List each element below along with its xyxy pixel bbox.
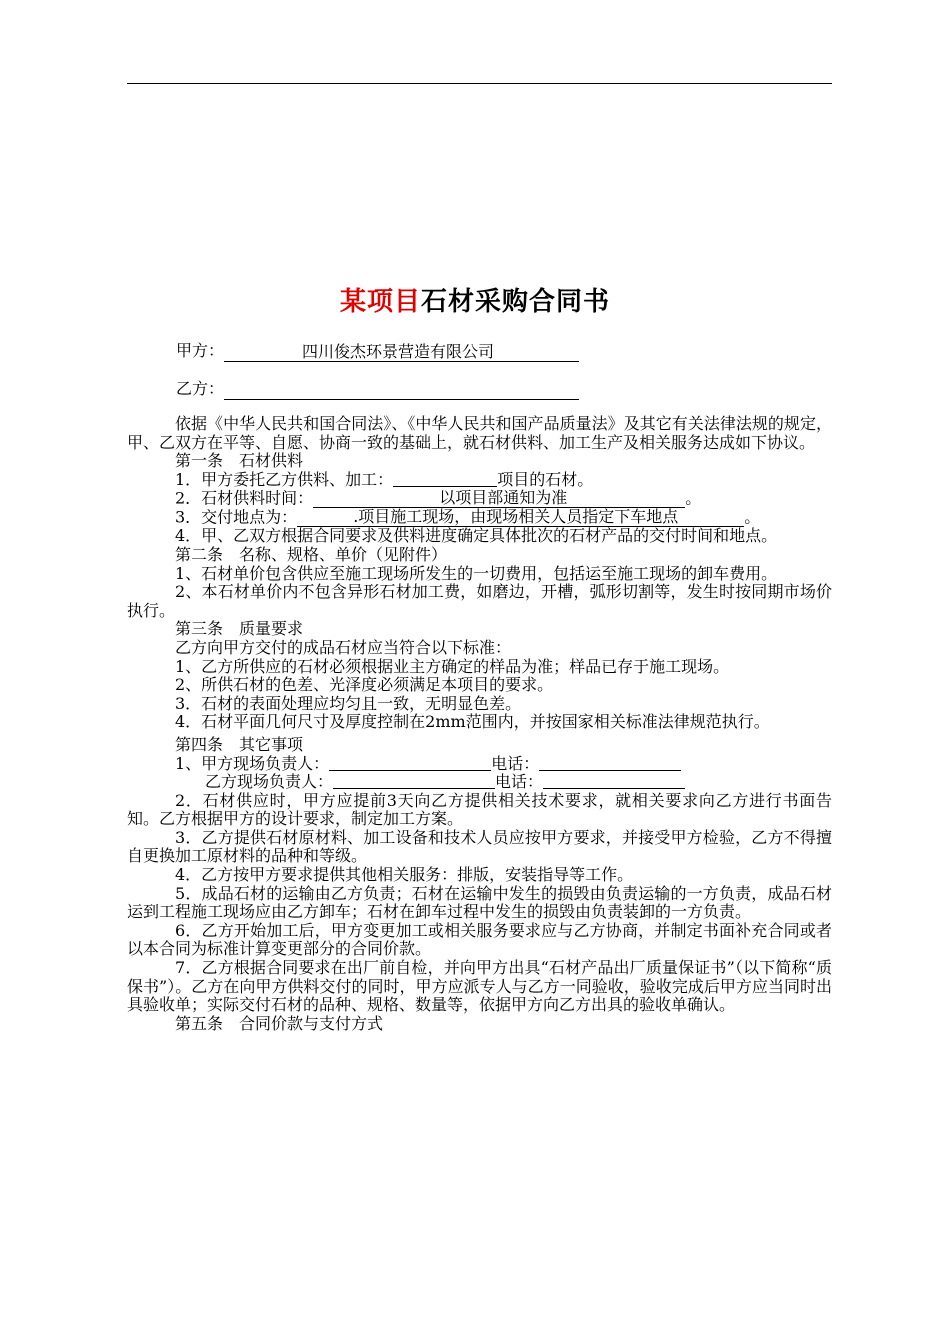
article-4-party-b-contact: 乙方现场负责人： 电话：: [127, 773, 832, 792]
article-3-lead: 乙方向甲方交付的成品石材应当符合以下标准：: [175, 637, 512, 657]
article-4-item-6: 6．乙方开始加工后，甲方变更加工或相关服务要求应与乙方协商，并制定书面补充合同或者以本合同为标准计算变更部分的合同价款。: [127, 920, 832, 959]
contract-body: [127, 415, 832, 1033]
party-b-phone-field[interactable]: [543, 773, 685, 789]
title-text: 石材采购合同书: [421, 287, 611, 317]
article-4-item-2: 2．石材供应时，甲方应提前3天向乙方提供相关技术要求，就相关要求向乙方进行书面告知。乙方根据甲方的设计要求，制定加工方案。: [127, 790, 832, 829]
party-b-field[interactable]: [224, 381, 579, 400]
article-1-item-3: 3．交付地点为： .项目施工现场，由现场相关人员指定下车地点 。: [175, 507, 761, 527]
supply-time-field[interactable]: 以项目部通知为准: [313, 489, 685, 508]
article-4-item-7: 7．乙方根据合同要求在出厂前自检，并向甲方出具“石材产品出厂质量保证书”（以下简称“质保书”）。乙方在向甲方供料交付的同时，甲方应派专人与乙方一同验收，验收完成后甲方应当同时出具验收单；实际交付石材的品种、规格、数量等，依据甲方向乙方出具的验收单确认。: [127, 958, 832, 1015]
article-5-heading: 第五条 合同价款与支付方式: [175, 1013, 384, 1033]
party-a-value: 四川俊杰环景营造有限公司: [302, 342, 495, 361]
party-b-manager-field[interactable]: [333, 773, 495, 789]
party-a-phone-field[interactable]: [539, 755, 681, 771]
document-title: [0, 281, 950, 318]
delivery-place-field[interactable]: .项目施工现场，由现场相关人员指定下车地点: [297, 508, 744, 527]
party-a-label: 甲方：: [176, 341, 225, 360]
party-a-manager-field[interactable]: [329, 755, 491, 771]
project-name-field[interactable]: [393, 471, 497, 487]
article-2-heading: 第二条 名称、规格、单价（见附件）: [175, 544, 448, 564]
title-project-name: 某项目: [339, 287, 421, 317]
article-3-heading: 第三条 质量要求: [175, 619, 304, 639]
article-4-party-a-contact: 1、甲方现场负责人： 电话：: [127, 755, 832, 774]
article-4-item-5: 5．成品石材的运输由乙方负责；石材在运输中发生的损毁由负责运输的一方负责，成品石材运到工程施工现场应由乙方卸车；石材在卸车过程中发生的损毁由负责装卸的一方负责。: [127, 883, 832, 922]
article-3-item-3: 3．石材的表面处理应均匀且一致，无明显色差。: [175, 693, 522, 713]
article-4-heading: 第四条 其它事项: [175, 734, 304, 754]
intro-paragraph: 依据《中华人民共和国合同法》、《中华人民共和国产品质量法》及其它有关法律法规的规定，甲、乙双方在平等、自愿、协商一致的基础上，就石材供料、加工生产及相关服务达成如下协议。: [127, 414, 832, 452]
article-2-item-1: 1、石材单价包含供应至施工现场所发生的一切费用，包括运至施工现场的卸车费用。: [175, 563, 778, 583]
article-1-item-2: 2．石材供料时间： 以项目部通知为准 。: [175, 488, 702, 508]
party-a-line: [176, 340, 579, 362]
article-1-item-1: 1．甲方委托乙方供料、加工： 项目的石材。: [175, 469, 594, 489]
article-2-item-2: 2、本石材单价内不包含异形石材加工费，如磨边，开槽，弧形切割等，发生时按同期市场价执行。: [127, 582, 832, 620]
article-3-item-1: 1、乙方所供应的石材必须根据业主方确定的样品为准；样品已存于施工现场。: [175, 656, 730, 676]
article-4-item-3: 3．乙方提供石材原材料、加工设备和技术人员应按甲方要求，并接受甲方检验，乙方不得擅自更换加工原材料的品种和等级。: [127, 827, 832, 866]
article-3-item-4: 4．石材平面几何尺寸及厚度控制在2mm范围内，并按国家相关标准法律规范执行。: [175, 712, 770, 732]
article-4-item-4: 4．乙方按甲方要求提供其他相关服务：排版，安装指导等工作。: [175, 865, 634, 885]
party-b-line: [176, 378, 579, 400]
article-1-heading: 第一条 石材供料: [175, 451, 304, 471]
party-b-label: 乙方：: [176, 379, 225, 398]
article-3-item-2: 2、所供石材的色差、光泽度必须满足本项目的要求。: [175, 675, 554, 695]
article-1-item-4: 4．甲、乙双方根据合同要求及供料进度确定具体批次的石材产品的交付时间和地点。: [175, 526, 778, 546]
party-a-field[interactable]: [224, 343, 579, 362]
header-rule: [127, 83, 832, 84]
